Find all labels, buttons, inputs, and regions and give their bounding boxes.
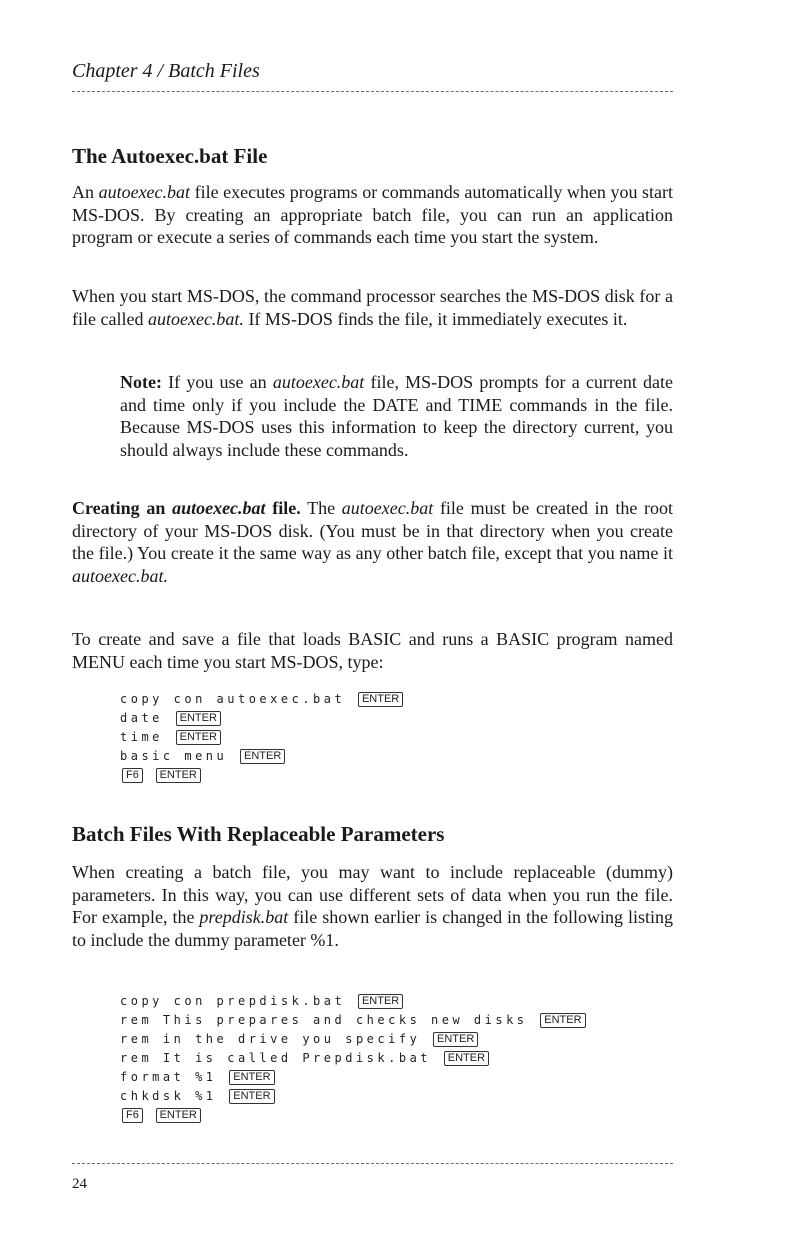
keycap-enter: ENTER xyxy=(540,1013,585,1028)
code-listing-autoexec xyxy=(120,690,403,785)
code-text: basic menu xyxy=(120,749,238,763)
code-line xyxy=(120,1087,586,1106)
section-heading-replaceable-parameters: Batch Files With Replaceable Parameters xyxy=(72,822,445,846)
code-line xyxy=(120,709,403,728)
text-run: If you use an xyxy=(161,372,273,392)
text-run: file executes programs or commands automatically when you start MS-DOS. By creating an appropriate batch file, you can run an application program or execute a series of commands each time you start the system. xyxy=(72,182,674,248)
filename-italic: autoexec.bat xyxy=(98,182,191,202)
note-label: Note: xyxy=(120,372,162,392)
text-run: When you start MS-DOS, the command processor searches the MS-DOS disk for a file called xyxy=(72,286,673,329)
keycap-f6: F6 xyxy=(122,768,143,783)
code-line xyxy=(120,992,586,1011)
header-rule xyxy=(72,91,673,92)
keycap-enter: ENTER xyxy=(176,711,221,726)
keycap-enter: ENTER xyxy=(358,692,403,707)
runin-heading: Creating an xyxy=(72,498,173,518)
keycap-enter: ENTER xyxy=(240,749,285,764)
paragraph-autoexec-intro xyxy=(72,181,673,249)
code-listing-prepdisk xyxy=(120,992,586,1125)
code-line xyxy=(120,766,403,785)
text-run: When creating a batch file, you may want to include replaceable (dummy) parameters. In this way, you can use different sets of data when you run the file. For example, the xyxy=(72,862,673,928)
runin-heading-filename: autoexec.bat xyxy=(172,498,266,518)
code-text: rem This prepares and checks new disks xyxy=(120,1013,539,1027)
page-number: 24 xyxy=(72,1176,87,1192)
keycap-enter: ENTER xyxy=(444,1051,489,1066)
keycap-enter: ENTER xyxy=(358,994,403,1009)
code-line xyxy=(120,1011,586,1030)
code-line xyxy=(120,1049,586,1068)
code-line xyxy=(120,690,403,709)
filename-italic: prepdisk.bat xyxy=(199,907,289,928)
text-run: If MS-DOS finds the file, it immediately executes it. xyxy=(243,308,628,329)
paragraph-autoexec-search xyxy=(72,285,673,330)
text-run: An xyxy=(72,182,99,202)
section-heading-autoexec: The Autoexec.bat File xyxy=(72,144,268,168)
code-line xyxy=(120,747,403,766)
keycap-enter: ENTER xyxy=(229,1070,274,1085)
running-head: Chapter 4 / Batch Files xyxy=(72,60,260,82)
filename-italic: autoexec.bat xyxy=(341,498,434,518)
keycap-enter: ENTER xyxy=(176,730,221,745)
filename-italic: autoexec.bat. xyxy=(72,565,168,586)
code-text: copy con prepdisk.bat xyxy=(120,994,356,1008)
text-run: file, MS-DOS prompts for a current date and time only if you include the DATE and TIME commands in the file. Because MS-DOS uses this information to keep the directory current, you should always include these commands. xyxy=(120,372,673,460)
keycap-f6: F6 xyxy=(122,1108,143,1123)
code-text: format %1 xyxy=(120,1070,228,1084)
paragraph-basic-menu: To create and save a file that loads BASIC and runs a BASIC program named MENU each time you start MS-DOS, type: xyxy=(72,629,673,672)
footer-rule xyxy=(72,1163,673,1164)
text-run: file shown earlier is changed in the following listing to include the dummy parameter %1. xyxy=(72,907,674,950)
keycap-enter: ENTER xyxy=(229,1089,274,1104)
runin-heading: file. xyxy=(265,498,301,518)
paragraph-creating-autoexec xyxy=(72,497,673,587)
code-text: copy con autoexec.bat xyxy=(120,692,356,706)
keycap-enter: ENTER xyxy=(433,1032,478,1047)
keycap-enter: ENTER xyxy=(156,768,201,783)
code-text: time xyxy=(120,730,174,744)
keycap-enter: ENTER xyxy=(156,1108,201,1123)
paragraph-replaceable-intro xyxy=(72,861,673,951)
filename-italic: autoexec.bat. xyxy=(147,308,244,329)
code-line xyxy=(120,728,403,747)
code-line xyxy=(120,1030,586,1049)
text-run: file must be created in the root directory of your MS-DOS disk. (You must be in that directory when you create the file.) You create it the same way as any other batch file, except that you name it xyxy=(72,498,674,564)
code-text: rem in the drive you specify xyxy=(120,1032,432,1046)
note-paragraph xyxy=(120,371,673,461)
code-text: rem It is called Prepdisk.bat xyxy=(120,1051,442,1065)
code-text: date xyxy=(120,711,174,725)
text-run: The xyxy=(300,498,342,518)
code-line xyxy=(120,1106,586,1125)
filename-italic: autoexec.bat xyxy=(272,372,365,392)
code-text: chkdsk %1 xyxy=(120,1089,228,1103)
code-line xyxy=(120,1068,586,1087)
